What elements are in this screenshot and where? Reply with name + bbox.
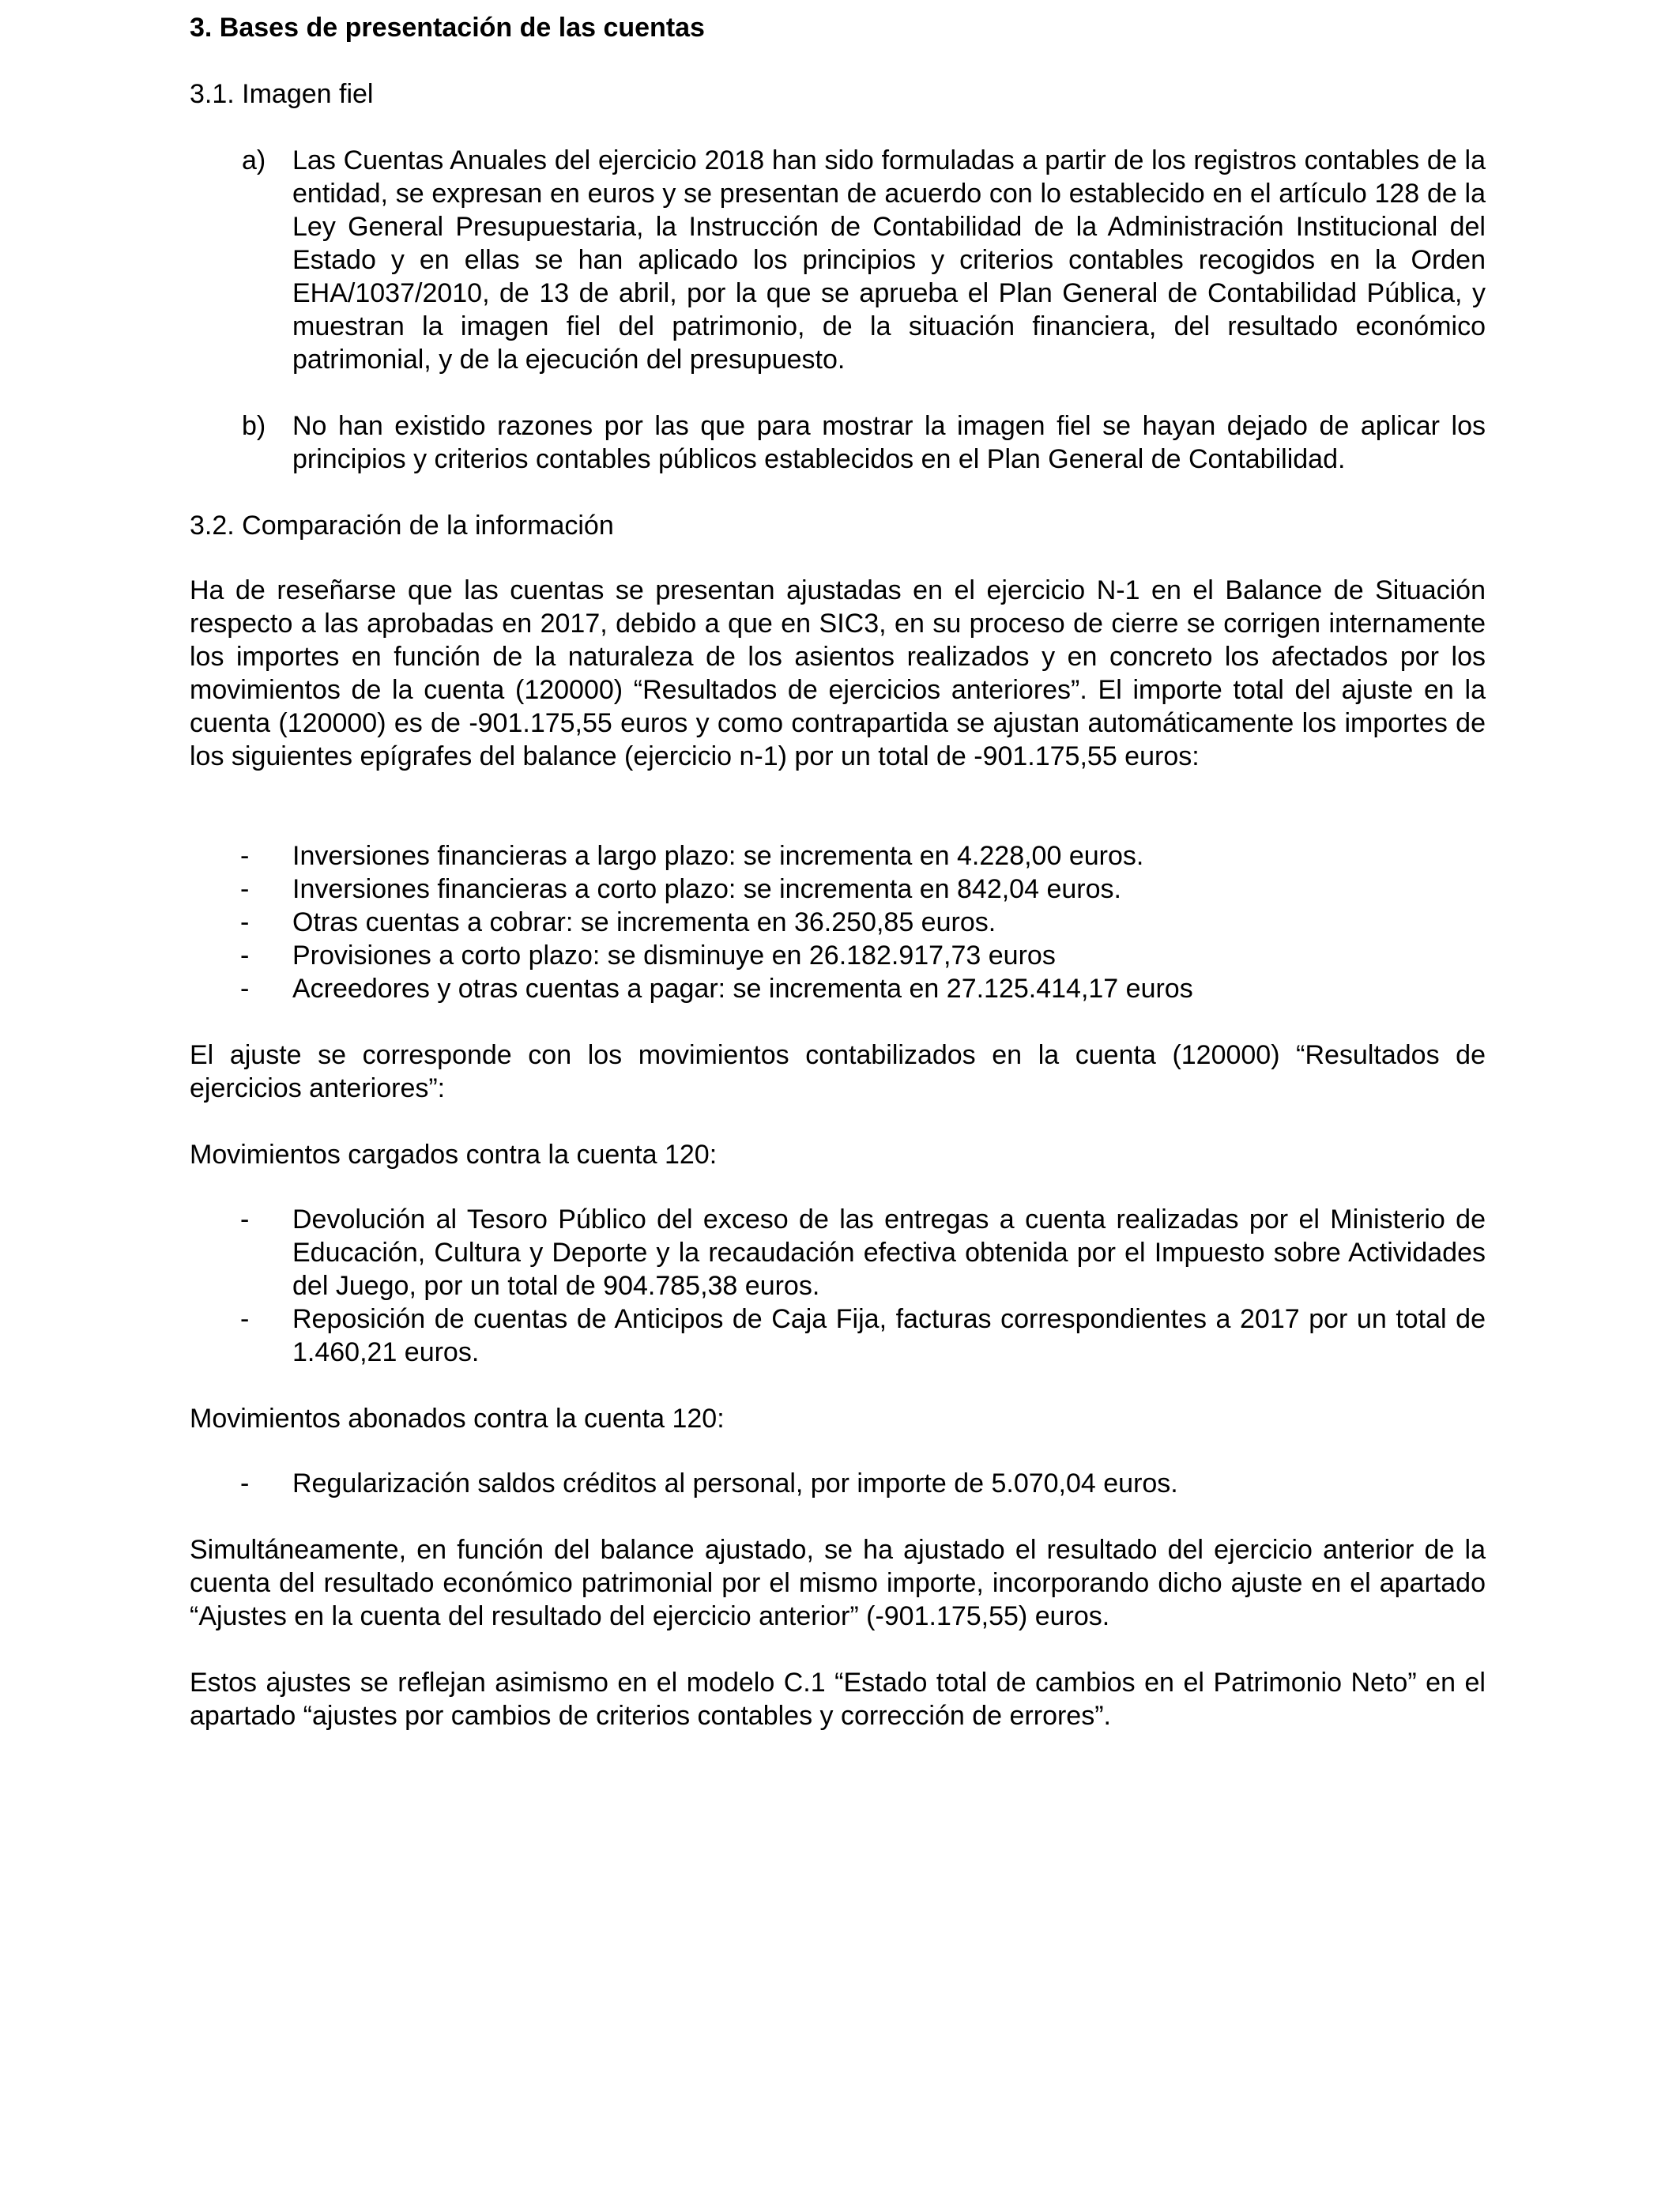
bullet-item bbox=[190, 839, 1486, 873]
bullet-text: Acreedores y otras cuentas a pagar: se incrementa en 27.125.414,17 euros bbox=[292, 974, 1193, 1004]
dash-marker: - bbox=[240, 974, 250, 1004]
cargados-title: Movimientos cargados contra la cuenta 120: bbox=[190, 1140, 718, 1170]
dash-marker: - bbox=[240, 1204, 250, 1235]
cargado-item bbox=[190, 1203, 1486, 1302]
bullet-text: Otras cuentas a cobrar: se incrementa en 36.250,85 euros. bbox=[292, 907, 996, 937]
abonado-item bbox=[190, 1467, 1486, 1500]
paragraph-estos-ajustes: Estos ajustes se reflejan asimismo en el modelo C.1 “Estado total de cambios en el Patrimonio Neto” en el apartado “ajustes por cambios de criterios contables y corrección de errores”. bbox=[190, 1668, 1486, 1731]
dash-marker: - bbox=[240, 1304, 250, 1334]
abonado-text: Regularización saldos créditos al personal, por importe de 5.070,04 euros. bbox=[292, 1468, 1178, 1498]
dash-marker: - bbox=[240, 874, 250, 904]
list-item-text: Las Cuentas Anuales del ejercicio 2018 han sido formuladas a partir de los registros contables de la entidad, se expresan en euros y se presentan de acuerdo con lo establecido en el artículo 128 de la Ley General Presupuestaria, la Instrucción de Contabilidad de la Administración Institucional del Estado y en ellas se han aplicado los principios y criterios contables recogidos en la Orden EHA/1037/2010, de 13 de abril, por la que se aprueba el Plan General de Contabilidad Pública, y muestran la imagen fiel del patrimonio, de la situación financiera, del resultado económico patrimonial, y de la ejecución del presupuesto. bbox=[292, 145, 1486, 375]
dash-marker: - bbox=[240, 907, 250, 937]
paragraph-ajuste: El ajuste se corresponde con los movimientos contabilizados en la cuenta (120000) “Resultados de ejercicios anteriores”: bbox=[190, 1040, 1486, 1103]
list-marker: b) bbox=[242, 411, 266, 441]
bullet-text: Inversiones financieras a largo plazo: se incrementa en 4.228,00 euros. bbox=[292, 841, 1144, 871]
list-item-b bbox=[190, 409, 1486, 476]
abonados-title: Movimientos abonados contra la cuenta 120: bbox=[190, 1404, 725, 1434]
cargado-text: Devolución al Tesoro Público del exceso de las entregas a cuenta realizadas por el Ministerio de Educación, Cultura y Deporte y la recaudación efectiva obtenida por el Impuesto sobre Actividades del Juego, por un total de 904.785,38 euros. bbox=[292, 1204, 1486, 1301]
bullet-text: Provisiones a corto plazo: se disminuye en 26.182.917,73 euros bbox=[292, 941, 1056, 971]
cargado-item bbox=[190, 1302, 1486, 1369]
bullet-item bbox=[190, 906, 1486, 939]
dash-marker: - bbox=[240, 841, 250, 871]
dash-marker: - bbox=[240, 941, 250, 971]
list-item-a bbox=[190, 144, 1486, 376]
bullet-item bbox=[190, 939, 1486, 972]
list-item-text: No han existido razones por las que para mostrar la imagen fiel se hayan dejado de aplicar los principios y criterios contables públicos establecidos en el Plan General de Contabilidad. bbox=[292, 411, 1486, 474]
bullet-text: Inversiones financieras a corto plazo: se incrementa en 842,04 euros. bbox=[292, 874, 1121, 904]
bullet-item bbox=[190, 972, 1486, 1005]
subsection-title-imagen-fiel: 3.1. Imagen fiel bbox=[190, 79, 374, 109]
section-title: 3. Bases de presentación de las cuentas bbox=[190, 13, 705, 43]
dash-marker: - bbox=[240, 1468, 250, 1498]
paragraph-intro: Ha de reseñarse que las cuentas se presentan ajustadas en el ejercicio N-1 en el Balance de Situación respecto a las aprobadas en 2017, debido a que en SIC3, en su proceso de cierre se corrigen internamente los importes en función de la naturaleza de los asientos realizados y en concreto los afectados por los movimientos de la cuenta (120000) “Resultados de ejercicios anteriores”. El importe total del ajuste en la cuenta (120000) es de -901.175,55 euros y como contrapartida se ajustan automáticamente los importes de los siguientes epígrafes del balance (ejercicio n-1) por un total de -901.175,55 euros: bbox=[190, 575, 1486, 771]
list-marker: a) bbox=[242, 145, 266, 175]
subsection-title-comparacion: 3.2. Comparación de la información bbox=[190, 511, 614, 541]
bullet-item bbox=[190, 873, 1486, 906]
cargado-text: Reposición de cuentas de Anticipos de Caja Fija, facturas correspondientes a 2017 por un total de 1.460,21 euros. bbox=[292, 1304, 1486, 1367]
paragraph-simultaneamente: Simultáneamente, en función del balance ajustado, se ha ajustado el resultado del ejercicio anterior de la cuenta del resultado económico patrimonial por el mismo importe, incorporando dicho ajuste en el apartado “Ajustes en la cuenta del resultado del ejercicio anterior” (-901.175,55) euros. bbox=[190, 1535, 1486, 1631]
